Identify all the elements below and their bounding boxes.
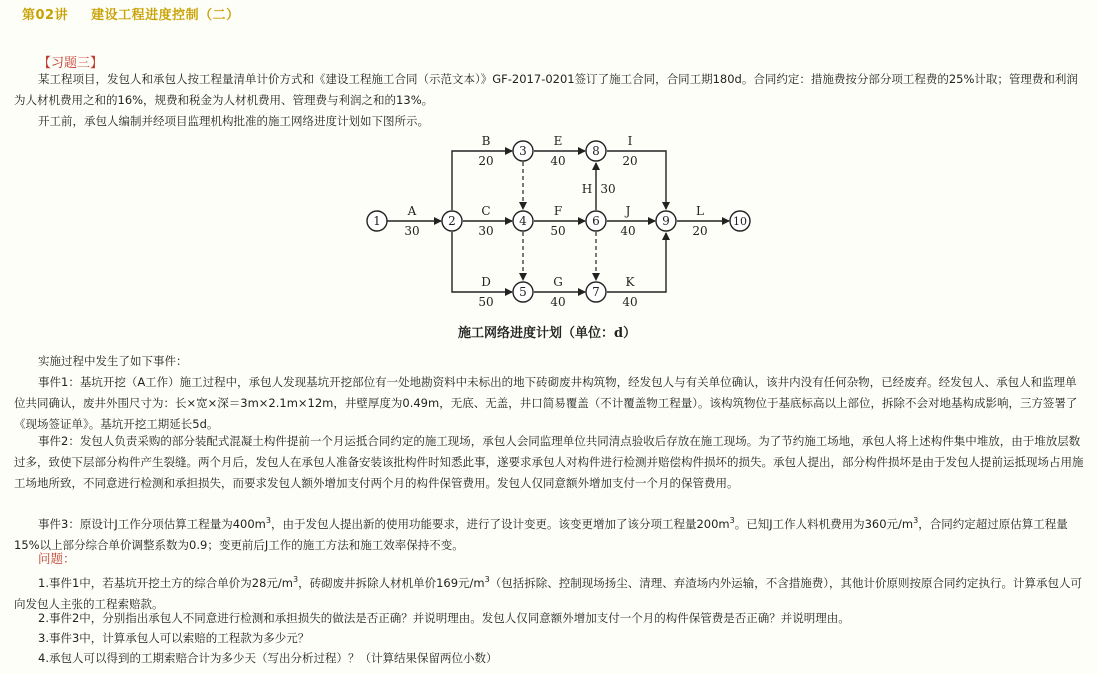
activity-label-C: C — [481, 204, 491, 218]
event-3-text — [14, 510, 1084, 556]
activity-duration-C: 30 — [478, 224, 494, 238]
lecture-header — [22, 4, 258, 23]
node-label-4: 4 — [519, 214, 527, 228]
node-label-3: 3 — [519, 144, 527, 158]
node-label-5: 5 — [519, 285, 527, 299]
question-2: 2.事件2中，分别指出承包人不同意进行检测和承担损失的做法是否正确？并说明理由。发包人仅同意额外增加支付一个月的构件保管费是否正确？并说明理由。 — [38, 611, 850, 625]
event-1-text: 事件1：基坑开挖（A工作）施工过程中，承包人发现基坑开挖部位有一处地勘资料中未标出的地下砖砌废井构筑物，经发包人与有关单位确认，该井内没有任何杂物，已经废弃。经发包人、承包人和监理单位共同确认，废井外围尺寸为：长×宽×深＝3m×2.1m×12m，井壁厚度为0.49m，无底、无盖，井口简易覆盖（不计覆盖物工程量）。该构筑物位于基底标高以上部位，拆除不会对地基构成影响，三方签署了《现场签证单》。基坑开挖工期延长5d。 — [14, 375, 1078, 431]
node-label-2: 2 — [448, 214, 456, 228]
activity-label-I: I — [627, 135, 633, 148]
diagram-caption: 施工网络进度计划（单位：d） — [458, 326, 637, 341]
activity-duration-H: 30 — [600, 182, 616, 196]
activity-duration-G: 40 — [550, 295, 566, 309]
activity-duration-F: 50 — [550, 224, 566, 238]
event-3-part-c: 。已知J工作人料机费用为360元/m — [734, 516, 914, 531]
activity-label-L: L — [696, 204, 704, 218]
superscript: 3 — [729, 516, 735, 525]
superscript: 3 — [265, 516, 271, 525]
network-diagram — [360, 135, 760, 320]
question-1-part-a: 1.事件1中，若基坑开挖土方的综合单价为28元/m — [38, 575, 293, 590]
activity-duration-D: 50 — [478, 295, 494, 309]
activity-duration-E: 40 — [550, 154, 566, 168]
event-3-part-a: 事件3：原设计J工作分项估算工程量为400m — [38, 516, 266, 531]
exercise-title: 【习题三】 — [38, 56, 104, 71]
activity-duration-K: 40 — [622, 295, 638, 309]
node-label-6: 6 — [592, 214, 600, 228]
activity-duration-J: 40 — [620, 224, 636, 238]
lecture-title: 建设工程进度控制（二） — [91, 8, 240, 23]
node-label-10: 10 — [733, 215, 747, 228]
activity-duration-A: 30 — [404, 224, 420, 238]
event-3-part-d: ，合同约定超过原估算工程量15%以上部分综合单价调整系数为0.9；变更前后J工作的施工方法和施工效率保持不变。 — [14, 516, 1068, 552]
node-label-9: 9 — [662, 214, 670, 228]
events-intro: 实施过程中发生了如下事件： — [38, 354, 188, 368]
activity-K-arrow — [607, 233, 666, 292]
intro-paragraph-1: 某工程项目，发包人和承包人按工程量清单计价方式和《建设工程施工合同（示范文本）》GF-2017-0201签订了施工合同，合同工期180d。合同约定：措施费按分部分项工程费的25%计取；管理费和利润为人材机费用之和的16%，规费和税金为人材机费用、管理费与利润之和的13%。 — [14, 72, 1078, 107]
activity-label-G: G — [553, 275, 563, 289]
question-3: 3.事件3中，计算承包人可以索赔的工程款为多少元？ — [38, 631, 310, 645]
question-4: 4.承包人可以得到的工期索赔合计为多少天（写出分析过程）？（计算结果保留两位小数） — [38, 651, 498, 665]
activity-label-J: J — [625, 204, 631, 218]
questions-title: 问题： — [38, 551, 76, 566]
superscript: 3 — [293, 575, 299, 584]
superscript: 3 — [913, 516, 919, 525]
activity-label-E: E — [553, 135, 563, 148]
node-label-8: 8 — [592, 144, 600, 158]
question-1-part-c: （包括拆除、控制现场扬尘、清理、弃渣场内外运输，不含措施费），其他计价原则按原合同约定执行。计算承包人可向发包人主张的工程索赔款。 — [14, 575, 1082, 611]
activity-label-F: F — [553, 204, 563, 218]
superscript: 3 — [484, 575, 490, 584]
activity-duration-L: 20 — [692, 224, 708, 238]
activity-label-H: H — [581, 182, 593, 196]
activity-label-A: A — [407, 204, 417, 218]
intro-paragraph-2: 开工前，承包人编制并经项目监理机构批准的施工网络进度计划如下图所示。 — [38, 114, 429, 128]
node-label-7: 7 — [592, 285, 600, 299]
event-3-part-b: ，由于发包人提出新的使用功能要求，进行了设计变更。该变更增加了该分项工程量200m — [270, 516, 730, 531]
activity-duration-B: 20 — [478, 154, 494, 168]
question-1-part-b: ，砖砌废井拆除人材机单价169元/m — [298, 575, 485, 590]
node-label-1: 1 — [373, 214, 381, 228]
lecture-number: 第02讲 — [22, 8, 69, 23]
activity-label-B: B — [481, 135, 491, 148]
event-2-text: 事件2：发包人负责采购的部分装配式混凝土构件提前一个月运抵合同约定的施工现场，承包人会同监理单位共同清点验收后存放在施工现场。为了节约施工场地，承包人将上述构件集中堆放，由于堆放层数过多，致使下层部分构件产生裂缝。两个月后，发包人在承包人准备安装该批构件时知悉此事，遂要求承包人对构件进行检测并赔偿构件损坏的损失。承包人提出，部分构件损坏是由于发包人提前运抵现场占用施工场地所致，不同意进行检测和承担损失，而要求发包人额外增加支付两个月的构件保管费用。发包人仅同意额外增加支付一个月的保管费用。 — [14, 434, 1084, 490]
activity-duration-I: 20 — [622, 154, 638, 168]
activity-label-K: K — [625, 275, 635, 289]
activity-label-D: D — [481, 275, 491, 289]
